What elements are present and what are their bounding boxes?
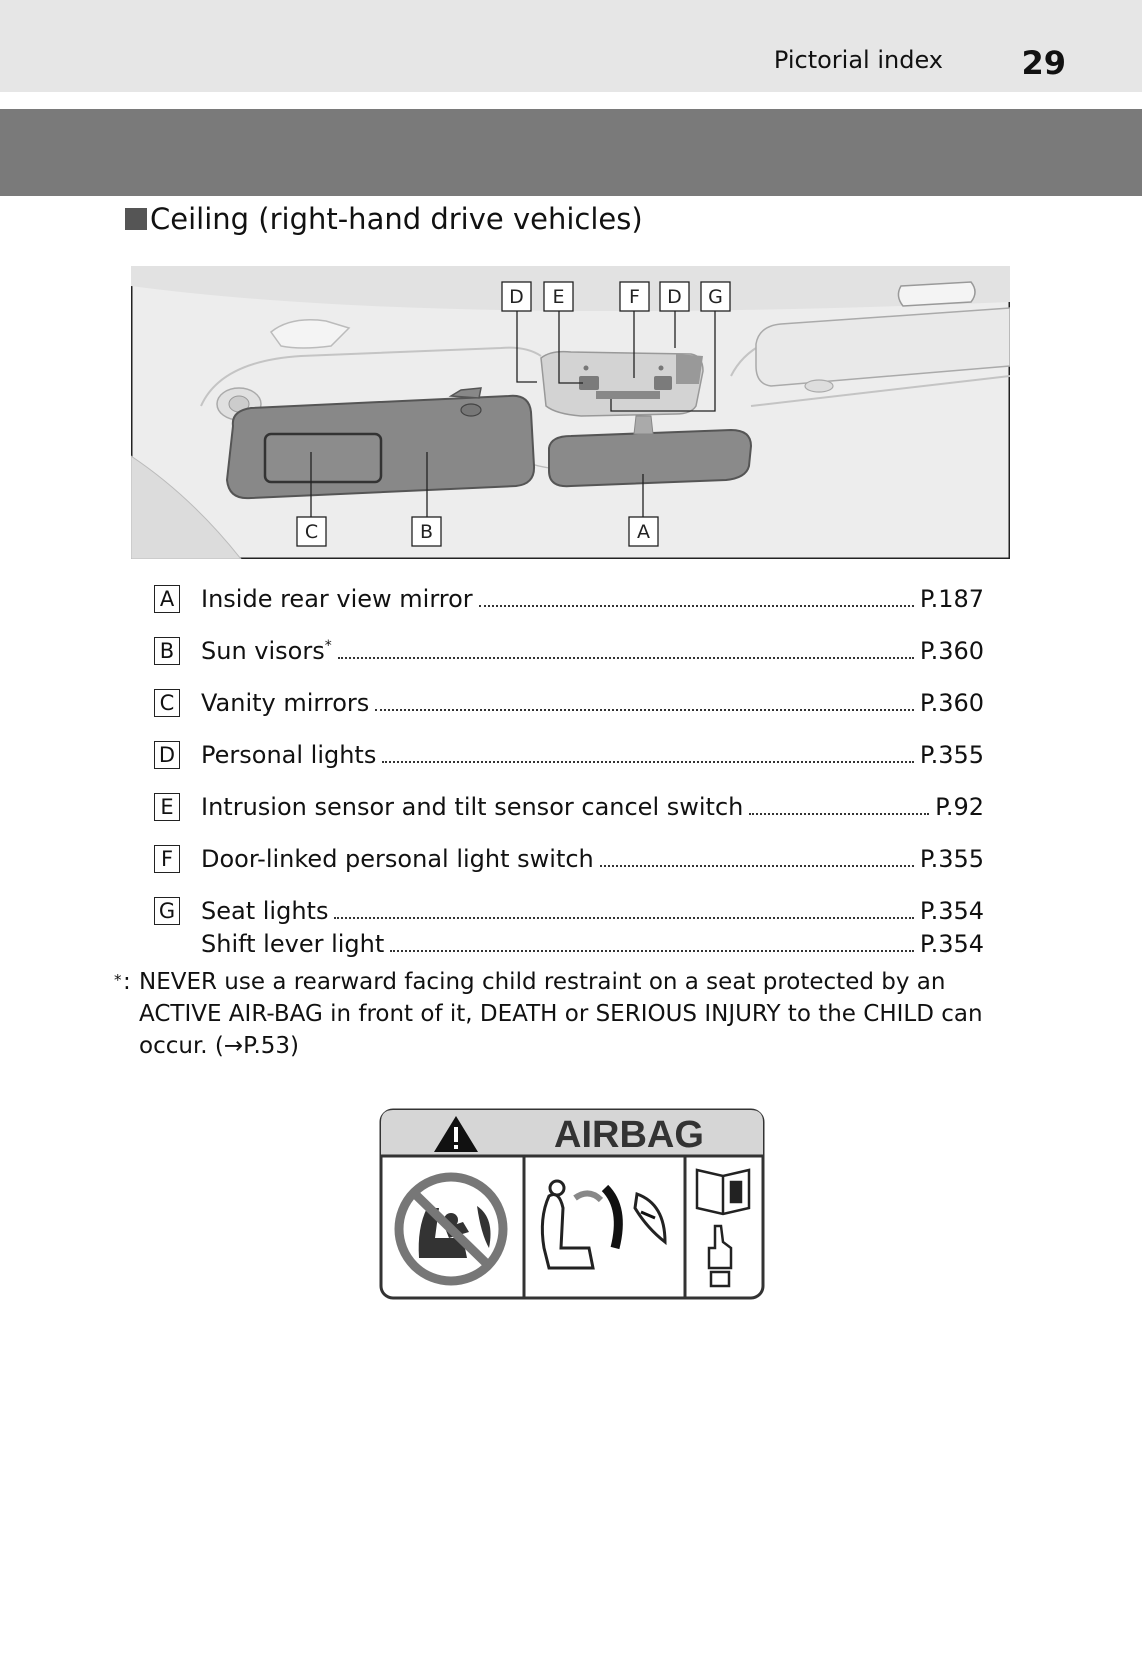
callout-d-right: D	[667, 286, 682, 308]
header-divider	[0, 92, 1142, 109]
airbag-warning-label	[379, 1108, 765, 1300]
item-row	[154, 833, 984, 885]
page-reference: P.354	[919, 930, 984, 958]
section-heading	[125, 202, 643, 236]
item-label-wrap	[201, 637, 332, 665]
callout-a: A	[637, 521, 650, 543]
dot-leader	[390, 950, 914, 952]
footnote-colon: :	[123, 969, 131, 995]
page-reference: P.355	[919, 845, 984, 873]
page-reference: P.92	[935, 793, 984, 821]
page-number: 29	[1021, 44, 1066, 82]
item-letter-badge: C	[154, 689, 180, 717]
dot-leader	[600, 865, 914, 867]
callout-c: C	[304, 521, 319, 543]
dot-leader	[375, 709, 914, 711]
callout-d-left: D	[509, 286, 524, 308]
item-label: Door-linked personal light switch	[201, 845, 594, 873]
callout-g: G	[708, 286, 723, 308]
dot-leader	[749, 813, 929, 815]
item-letter-badge: B	[154, 637, 180, 665]
footnote-marker: *	[114, 971, 122, 989]
item-list	[154, 573, 984, 961]
item-row	[154, 625, 984, 677]
item-label: Seat lights	[201, 897, 329, 925]
airbag-title: AIRBAG	[554, 1114, 704, 1156]
item-letter-badge: D	[154, 741, 180, 769]
item-label: Intrusion sensor and tilt sensor cancel switch	[201, 793, 744, 821]
footnote-marker: *	[324, 638, 332, 654]
callout-f: F	[629, 286, 640, 308]
callout-e: E	[552, 286, 565, 308]
dot-leader	[334, 917, 913, 919]
item-label: Vanity mirrors	[201, 689, 370, 717]
footnote	[114, 966, 994, 1062]
item-subrow	[154, 927, 984, 961]
item-label: Sun visors	[201, 637, 325, 665]
dot-leader	[382, 761, 913, 763]
item-row	[154, 573, 984, 625]
item-row	[154, 677, 984, 729]
page-reference: P.187	[919, 585, 984, 613]
header-section-title: Pictorial index	[773, 46, 943, 74]
page-reference: P.360	[919, 689, 984, 717]
header-band	[0, 0, 1142, 92]
section-banner	[0, 109, 1142, 196]
item-label: Shift lever light	[201, 930, 385, 958]
section-heading-text: Ceiling (right-hand drive vehicles)	[150, 202, 643, 236]
page-reference: P.354	[919, 897, 984, 925]
ceiling-illustration	[131, 266, 1010, 559]
item-letter-badge: E	[154, 793, 180, 821]
callout-b: B	[419, 521, 434, 543]
item-label: Personal lights	[201, 741, 377, 769]
footnote-text: NEVER use a rearward facing child restraint on a seat protected by an ACTIVE AIR-BAG in front of it, DEATH or SERIOUS INJURY to the CHILD can occur. (→P.53)	[139, 969, 983, 1059]
dot-leader	[338, 657, 914, 659]
page-reference: P.355	[919, 741, 984, 769]
item-letter-badge: A	[154, 585, 180, 613]
heading-square-icon	[125, 208, 147, 230]
dot-leader	[479, 605, 914, 607]
item-row	[154, 729, 984, 781]
item-label: Inside rear view mirror	[201, 585, 473, 613]
item-letter-badge: F	[154, 845, 180, 873]
item-row	[154, 781, 984, 833]
page-reference: P.360	[919, 637, 984, 665]
item-letter-badge: G	[154, 897, 180, 925]
no-rear-facing-child-seat-icon	[399, 1177, 503, 1281]
